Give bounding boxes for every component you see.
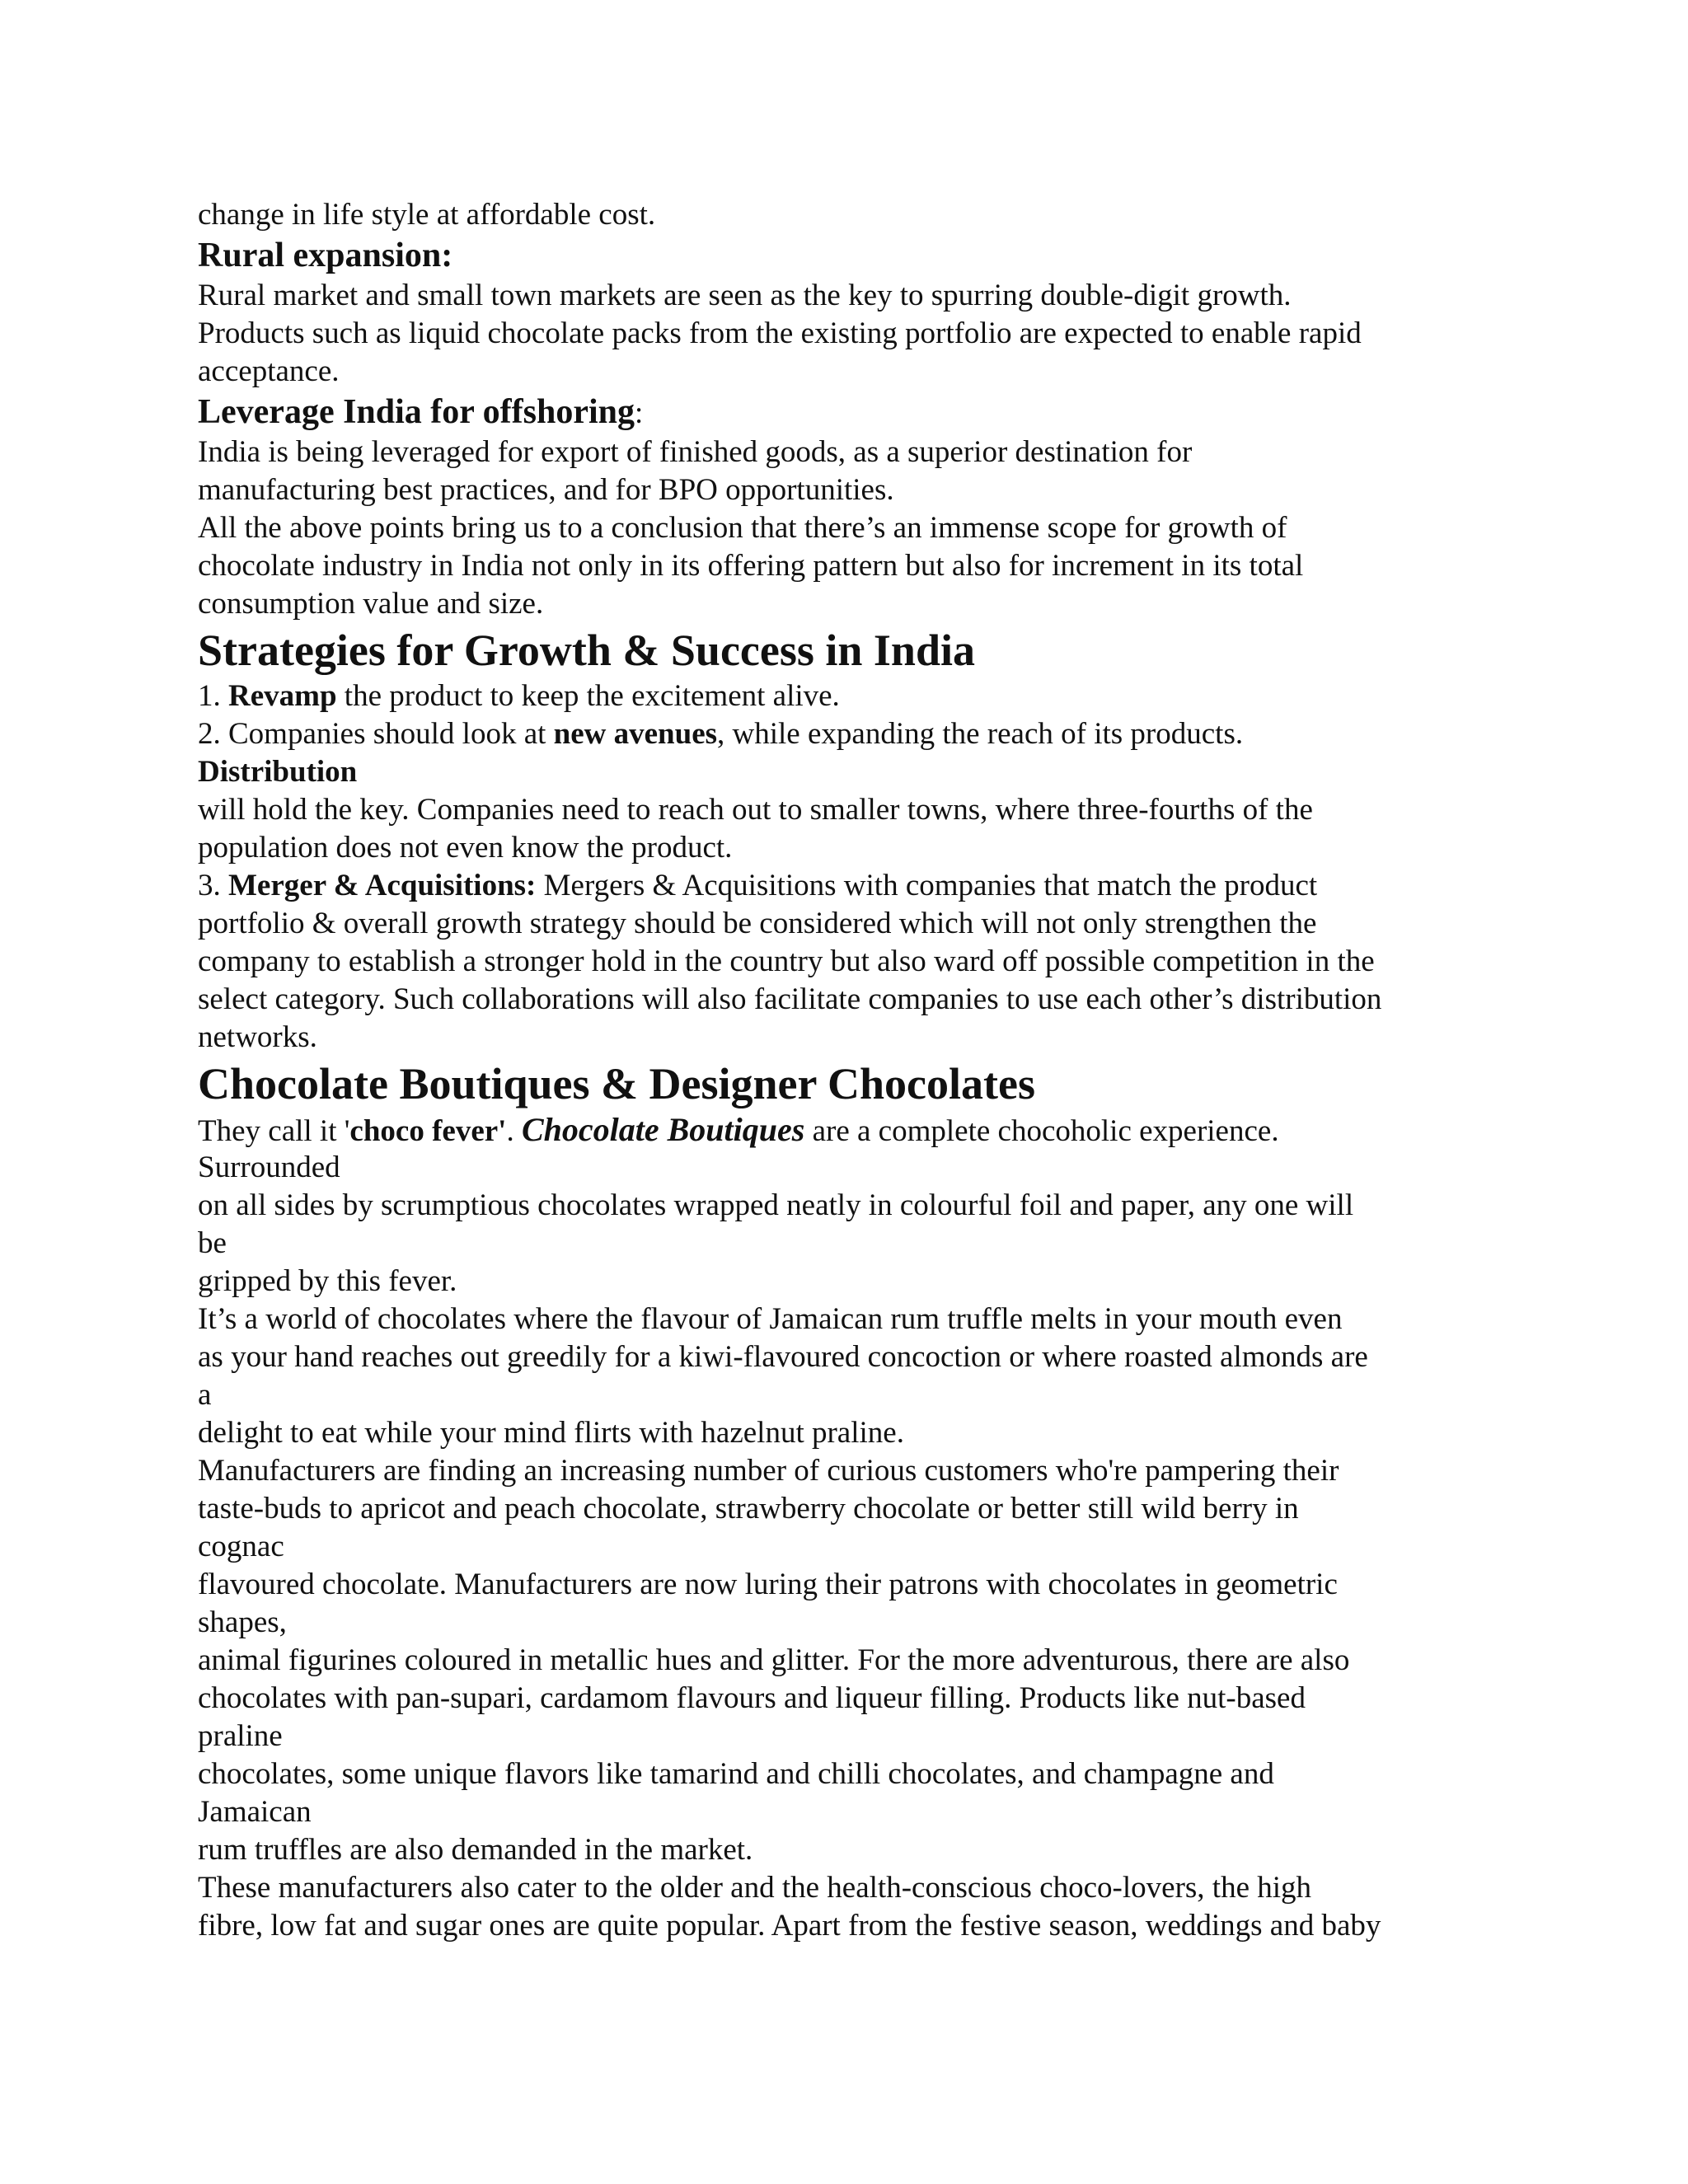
text-line: These manufacturers also cater to the older and the health-conscious choco-lovers, the high xyxy=(198,1871,1312,1905)
text-line: a xyxy=(198,1378,212,1412)
list-item xyxy=(198,715,1500,753)
text-run: They call it ' xyxy=(198,1114,350,1148)
text-line: population does not even know the product. xyxy=(198,831,733,865)
bold-term: choco fever' xyxy=(349,1114,507,1148)
heading-strategies: Strategies for Growth & Success in India xyxy=(198,626,975,675)
heading-leverage-india xyxy=(198,391,1500,434)
text-run: are a complete chocoholic experience. xyxy=(804,1114,1279,1148)
heading-leverage-text: Leverage India for offshoring xyxy=(198,393,635,431)
text-line: networks. xyxy=(198,1020,317,1054)
bold-italic-term: Chocolate Boutiques xyxy=(521,1111,805,1148)
text-line: manufacturing best practices, and for BPO opportunities. xyxy=(198,473,894,507)
text-run: . xyxy=(506,1114,522,1148)
text-line: All the above points bring us to a conclusion that there’s an immense scope for growth of xyxy=(198,511,1287,545)
text-run: the product to keep the excitement alive. xyxy=(336,679,840,713)
text-line: India is being leveraged for export of finished goods, as a superior destination for xyxy=(198,435,1193,469)
heading-boutiques: Chocolate Boutiques & Designer Chocolates xyxy=(198,1059,1035,1108)
text-line: Rural market and small town markets are seen as the key to spurring double-digit growth. xyxy=(198,279,1292,312)
list-item xyxy=(198,677,1500,715)
list-number: 3. xyxy=(198,869,228,902)
text-run: , while expanding the reach of its products. xyxy=(717,717,1244,751)
text-line: taste-buds to apricot and peach chocolate, strawberry chocolate or better still wild berry in xyxy=(198,1492,1299,1526)
text-line: company to establish a stronger hold in the country but also ward off possible competition in the xyxy=(198,944,1375,978)
text-line: gripped by this fever. xyxy=(198,1264,457,1298)
text-line: select category. Such collaborations will also facilitate companies to use each other’s distribution xyxy=(198,982,1382,1016)
text-line: change in life style at affordable cost. xyxy=(198,198,656,232)
list-number: 1. xyxy=(198,679,228,713)
text-line: Jamaican xyxy=(198,1795,312,1829)
bold-term: Merger & Acquisitions: xyxy=(228,869,537,902)
text-line: will hold the key. Companies need to reach out to smaller towns, where three-fourths of the xyxy=(198,793,1313,827)
bold-term-distribution: Distribution xyxy=(198,755,358,789)
text-line: chocolates with pan-supari, cardamom flavours and liqueur filling. Products like nut-based xyxy=(198,1681,1306,1715)
text-line: It’s a world of chocolates where the flavour of Jamaican rum truffle melts in your mouth even xyxy=(198,1302,1343,1336)
text-line: acceptance. xyxy=(198,354,340,388)
text-line: be xyxy=(198,1226,227,1260)
text-line: cognac xyxy=(198,1530,284,1563)
text-line: as your hand reaches out greedily for a kiwi-flavoured concoction or where roasted almonds are xyxy=(198,1340,1368,1374)
text-line: Products such as liquid chocolate packs from the existing portfolio are expected to enable rapid xyxy=(198,316,1362,350)
text-line xyxy=(198,1111,1500,1149)
text-line: praline xyxy=(198,1719,283,1753)
heading-rural-expansion: Rural expansion: xyxy=(198,237,453,274)
text-line: consumption value and size. xyxy=(198,587,544,621)
text-line: Manufacturers are finding an increasing number of curious customers who're pampering their xyxy=(198,1454,1339,1488)
text-line: shapes, xyxy=(198,1605,287,1639)
text-line: animal figurines coloured in metallic hues and glitter. For the more adventurous, there are also xyxy=(198,1643,1350,1677)
list-item xyxy=(198,867,1500,905)
text-line: on all sides by scrumptious chocolates wrapped neatly in colourful foil and paper, any one will xyxy=(198,1188,1354,1222)
text-line: delight to eat while your mind flirts with hazelnut praline. xyxy=(198,1416,904,1450)
text-run: 2. Companies should look at xyxy=(198,717,554,751)
heading-leverage-colon: : xyxy=(635,396,644,430)
text-line: chocolate industry in India not only in its offering pattern but also for increment in its total xyxy=(198,549,1304,583)
text-line: rum truffles are also demanded in the market. xyxy=(198,1833,753,1867)
bold-term: new avenues xyxy=(553,717,718,751)
bold-term: Revamp xyxy=(228,679,337,713)
text-line: chocolates, some unique flavors like tamarind and chilli chocolates, and champagne and xyxy=(198,1757,1274,1791)
text-line: fibre, low fat and sugar ones are quite popular. Apart from the festive season, weddings and baby xyxy=(198,1909,1381,1943)
text-line: flavoured chocolate. Manufacturers are now luring their patrons with chocolates in geometric xyxy=(198,1568,1338,1601)
document-page xyxy=(198,196,1500,1945)
text-line: Surrounded xyxy=(198,1151,340,1184)
text-line: portfolio & overall growth strategy should be considered which will not only strengthen the xyxy=(198,907,1317,940)
text-run: Mergers & Acquisitions with companies that match the product xyxy=(536,869,1318,902)
